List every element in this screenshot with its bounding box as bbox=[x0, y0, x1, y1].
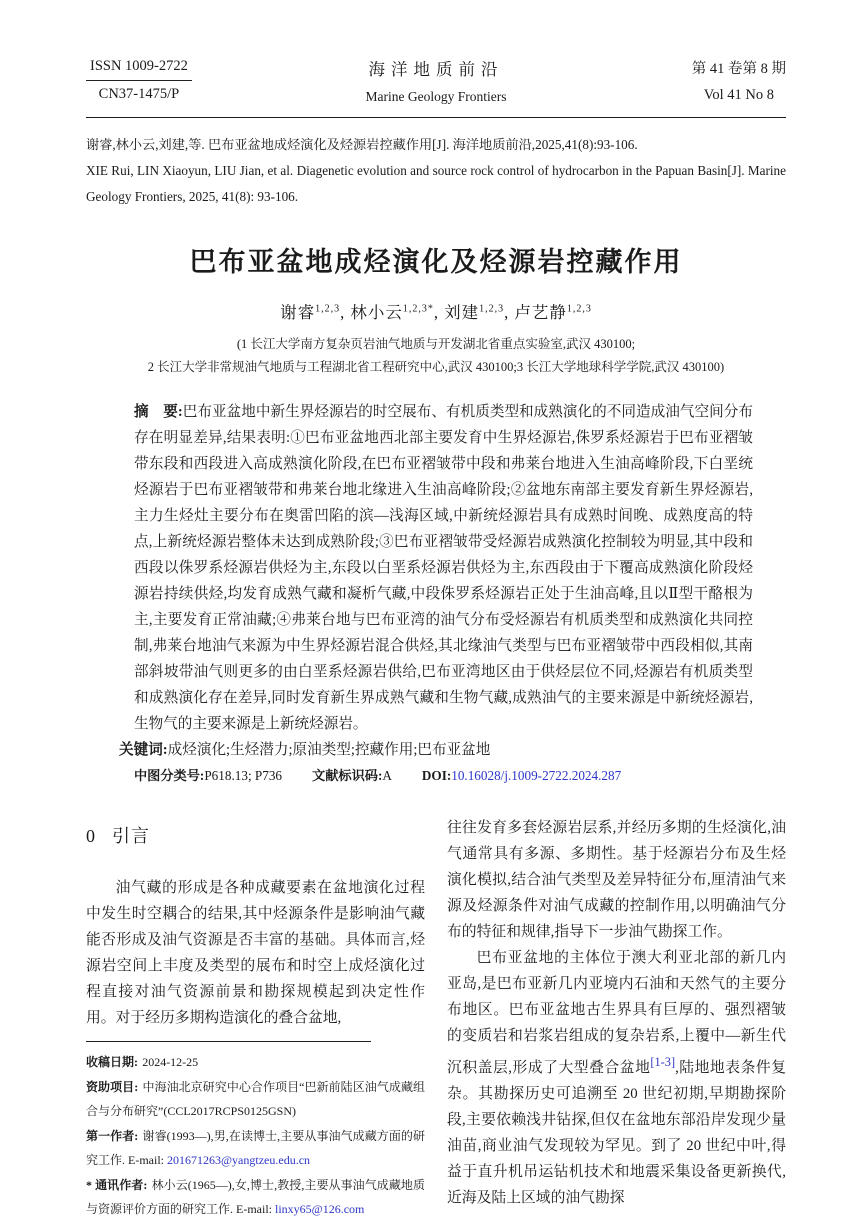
author-name: 卢艺静 bbox=[514, 303, 567, 322]
doc-code-label: 文献标识码: bbox=[312, 768, 383, 783]
reference-citation[interactable]: [1-3] bbox=[650, 1055, 676, 1069]
abstract-label: 摘 要: bbox=[134, 404, 183, 420]
footnote-text: 谢睿(1993—),男,在读博士,主要从事油气成藏方面的研究工作. E-mail: bbox=[86, 1128, 425, 1167]
citation-en: XIE Rui, LIN Xiaoyun, LIU Jian, et al. Diagenetic evolution and source rock control of hydrocarbon in the Papuan Basin[J]. Marine Geology Frontiers, 2025, 41(8): 93-106. bbox=[86, 163, 786, 204]
paper-title: 巴布亚盆地成烃演化及烃源岩控藏作用 bbox=[189, 247, 683, 277]
affiliation-line: (1 长江大学南方复杂页岩油气地质与开发湖北省重点实验室,武汉 430100; bbox=[236, 337, 636, 351]
affiliation-line: 2 长江大学非常规油气地质与工程湖北省工程研究中心,武汉 430100;3 长江大学地球科学学院,武汉 430100) bbox=[147, 360, 725, 374]
footnote-rule bbox=[86, 1041, 371, 1042]
footnote-text: 中海油北京研究中心合作项目“巴新前陆区油气成藏组合与分布研究”(CCL2017RCPS0125GSN) bbox=[86, 1079, 425, 1118]
doi-item bbox=[422, 763, 621, 789]
body-columns bbox=[86, 815, 786, 1222]
author-affil-sup: 1,2,3 bbox=[479, 303, 505, 315]
paragraph: 油气藏的形成是各种成藏要素在盆地演化过程中发生时空耦合的结果,其中烃源条件是影响油气藏能否形成及油气资源是否丰富的基础。具体而言,烃源岩空间上丰度及类型的展布和时空上成烃演化过程直接对油气资源前景和勘探规模起到决定性作用。对于经历多期构造演化的叠合盆地, bbox=[86, 880, 425, 1026]
left-column bbox=[86, 815, 425, 1222]
footnote-label: 资助项目: bbox=[86, 1079, 139, 1094]
author-separator: , bbox=[433, 303, 439, 322]
journal-name-cn: 海洋地质前沿 bbox=[368, 60, 504, 79]
issue-en: Vol 41 No 8 bbox=[703, 87, 774, 103]
citation-cn: 谢睿,林小云,刘建,等. 巴布亚盆地成烃演化及烃源岩控藏作用[J]. 海洋地质前沿,2025,41(8):93-106. bbox=[86, 137, 638, 152]
footnote-label: 收稿日期: bbox=[86, 1055, 138, 1069]
header-rule bbox=[86, 117, 786, 118]
meta-line bbox=[134, 763, 753, 789]
cn-number: CN37-1475/P bbox=[98, 86, 180, 102]
clc-item bbox=[134, 763, 282, 789]
footnote-corresponding-author bbox=[86, 1173, 425, 1222]
author-separator: , bbox=[504, 303, 510, 322]
issn-block bbox=[86, 58, 192, 103]
abstract bbox=[134, 399, 753, 737]
section-number: 0 bbox=[86, 826, 96, 846]
footnote-funding bbox=[86, 1075, 425, 1124]
footnote-received bbox=[86, 1050, 425, 1075]
author-name: 刘建 bbox=[444, 303, 480, 322]
issue-block bbox=[692, 57, 786, 104]
author-affil-sup: 1,2,3 bbox=[315, 303, 341, 315]
author-line bbox=[86, 299, 786, 323]
footnote-text: 2024-12-25 bbox=[142, 1055, 199, 1069]
doi-link[interactable]: 10.16028/j.1009-2722.2024.287 bbox=[451, 768, 622, 783]
doc-code-value: A bbox=[382, 768, 392, 783]
abstract-text: 巴布亚盆地中新生界烃源岩的时空展布、有机质类型和成熟演化的不同造成油气空间分布存在明显差异,结果表明:①巴布亚盆地西北部主要发育中生界烃源岩,侏罗系烃源岩于巴布亚褶皱带东段和西段进入高成熟演化阶段,在巴布亚褶皱带中段和弗莱台地进入生油高峰阶段,下白垩统烃源岩于巴布亚褶皱带和弗莱台地北缘进入生油高峰阶段;②盆地东南部主要发育新生界烃源岩,主力生烃灶主要分布在奥雷凹陷的滨—浅海区域,中新统烃源岩具有成熟时间晚、成熟度高的特点,上新统烃源岩整体未达到成熟阶段;③巴布亚褶皱带受烃源岩成熟演化控制较为明显,其中段和西段以侏罗系烃源岩供烃为主,东段以白垩系烃源岩供烃为主,东西段由于下覆高成熟演化阶段烃源岩持续供烃,均发育成熟气藏和凝析气藏,中段侏罗系烃源岩正处于生油高峰,且以Ⅱ型干酪根为主,主要发育正常油藏;④弗莱台地与巴布亚湾的油气分布受烃源岩有机质类型和成熟演化共同控制,弗莱台地油气来源为中生界烃源岩混合供烃,其北缘油气类型与巴布亚褶皱带中西段相似,其南部斜坡带油气则更多的由白垩系烃源岩供给,巴布亚湾地区由于供烃层位不同,烃源岩有机质类型和成熟演化存在差异,同时发育新生界成熟气藏和生物气藏,成熟油气的主要来源是中新统烃源岩,生物气的主要来源是上新统烃源岩。 bbox=[134, 404, 753, 732]
footnote-label: * 通讯作者: bbox=[86, 1177, 148, 1192]
paragraph: 往往发育多套烃源岩层系,并经历多期的生烃演化,油气通常具有多源、多期性。基于烃源岩分布及生烃演化模拟,结合油气类型及差异特征分布,厘清油气来源及烃源条件对油气成藏的控制作用,以明确油气分布的特征和规律,指导下一步油气勘探工作。 bbox=[447, 820, 786, 940]
author-name: 林小云 bbox=[350, 303, 403, 322]
paragraph bbox=[447, 945, 786, 1211]
paragraph-text: ,陆地地表条件复杂。其勘探历史可追溯至 20 世纪初期,早期勘探阶段,主要依赖浅井钻探,但仅在盆地东部沿岸发现少量油苗,商业油气发现较为罕见。到了 20 世纪中叶,得益于直升机吊运钻机技术和地震采集设备更新换代,近海及陆上区域的油气勘探 bbox=[447, 1059, 787, 1206]
footnote-text: 林小云(1965—),女,博士,教授,主要从事油气成藏地质与资源评价方面的研究工作. E-mail: bbox=[86, 1177, 426, 1216]
doc-code-item bbox=[312, 763, 392, 789]
keywords-line bbox=[119, 737, 753, 763]
keywords-text: 成烃演化;生烃潜力;原油类型;控藏作用;巴布亚盆地 bbox=[167, 742, 491, 758]
clc-value: P618.13; P736 bbox=[204, 768, 283, 783]
right-column bbox=[447, 815, 786, 1222]
section-heading bbox=[86, 823, 425, 849]
author-affil-sup: 1,2,3* bbox=[402, 303, 434, 315]
issue-cn: 第 41 卷第 8 期 bbox=[691, 61, 786, 77]
footnote-first-author bbox=[86, 1124, 425, 1173]
paragraph-text: 巴布亚盆地的主体位于澳大利亚北部的新几内亚岛,是巴布亚新几内亚境内石油和天然气的主要分布地区。巴布亚盆地古生界具有巨厚的、强烈褶皱的变质岩和岩浆岩组成的复杂岩系,上覆中—新生代沉积盖层,形成了大型叠合盆地 bbox=[447, 950, 786, 1076]
first-author-email-link[interactable]: 201671263@yangtzeu.edu.cn bbox=[167, 1153, 311, 1167]
journal-header bbox=[86, 56, 786, 105]
footnote-label: 第一作者: bbox=[86, 1128, 139, 1143]
doi-label: DOI: bbox=[421, 768, 452, 783]
corresponding-email-link[interactable]: linxy65@126.com bbox=[275, 1202, 365, 1216]
keywords-label: 关键词: bbox=[119, 742, 168, 758]
author-name: 谢睿 bbox=[280, 303, 316, 322]
citation-block bbox=[86, 132, 786, 210]
journal-name-block bbox=[366, 56, 507, 105]
footnote-block bbox=[86, 1050, 425, 1222]
clc-label: 中图分类号: bbox=[134, 768, 205, 783]
affiliations bbox=[86, 333, 786, 379]
section-title: 引言 bbox=[112, 826, 150, 846]
journal-name-en: Marine Geology Frontiers bbox=[365, 89, 507, 104]
author-affil-sup: 1,2,3 bbox=[566, 303, 592, 315]
issn-number: ISSN 1009-2722 bbox=[86, 58, 192, 81]
author-separator: , bbox=[340, 303, 346, 322]
